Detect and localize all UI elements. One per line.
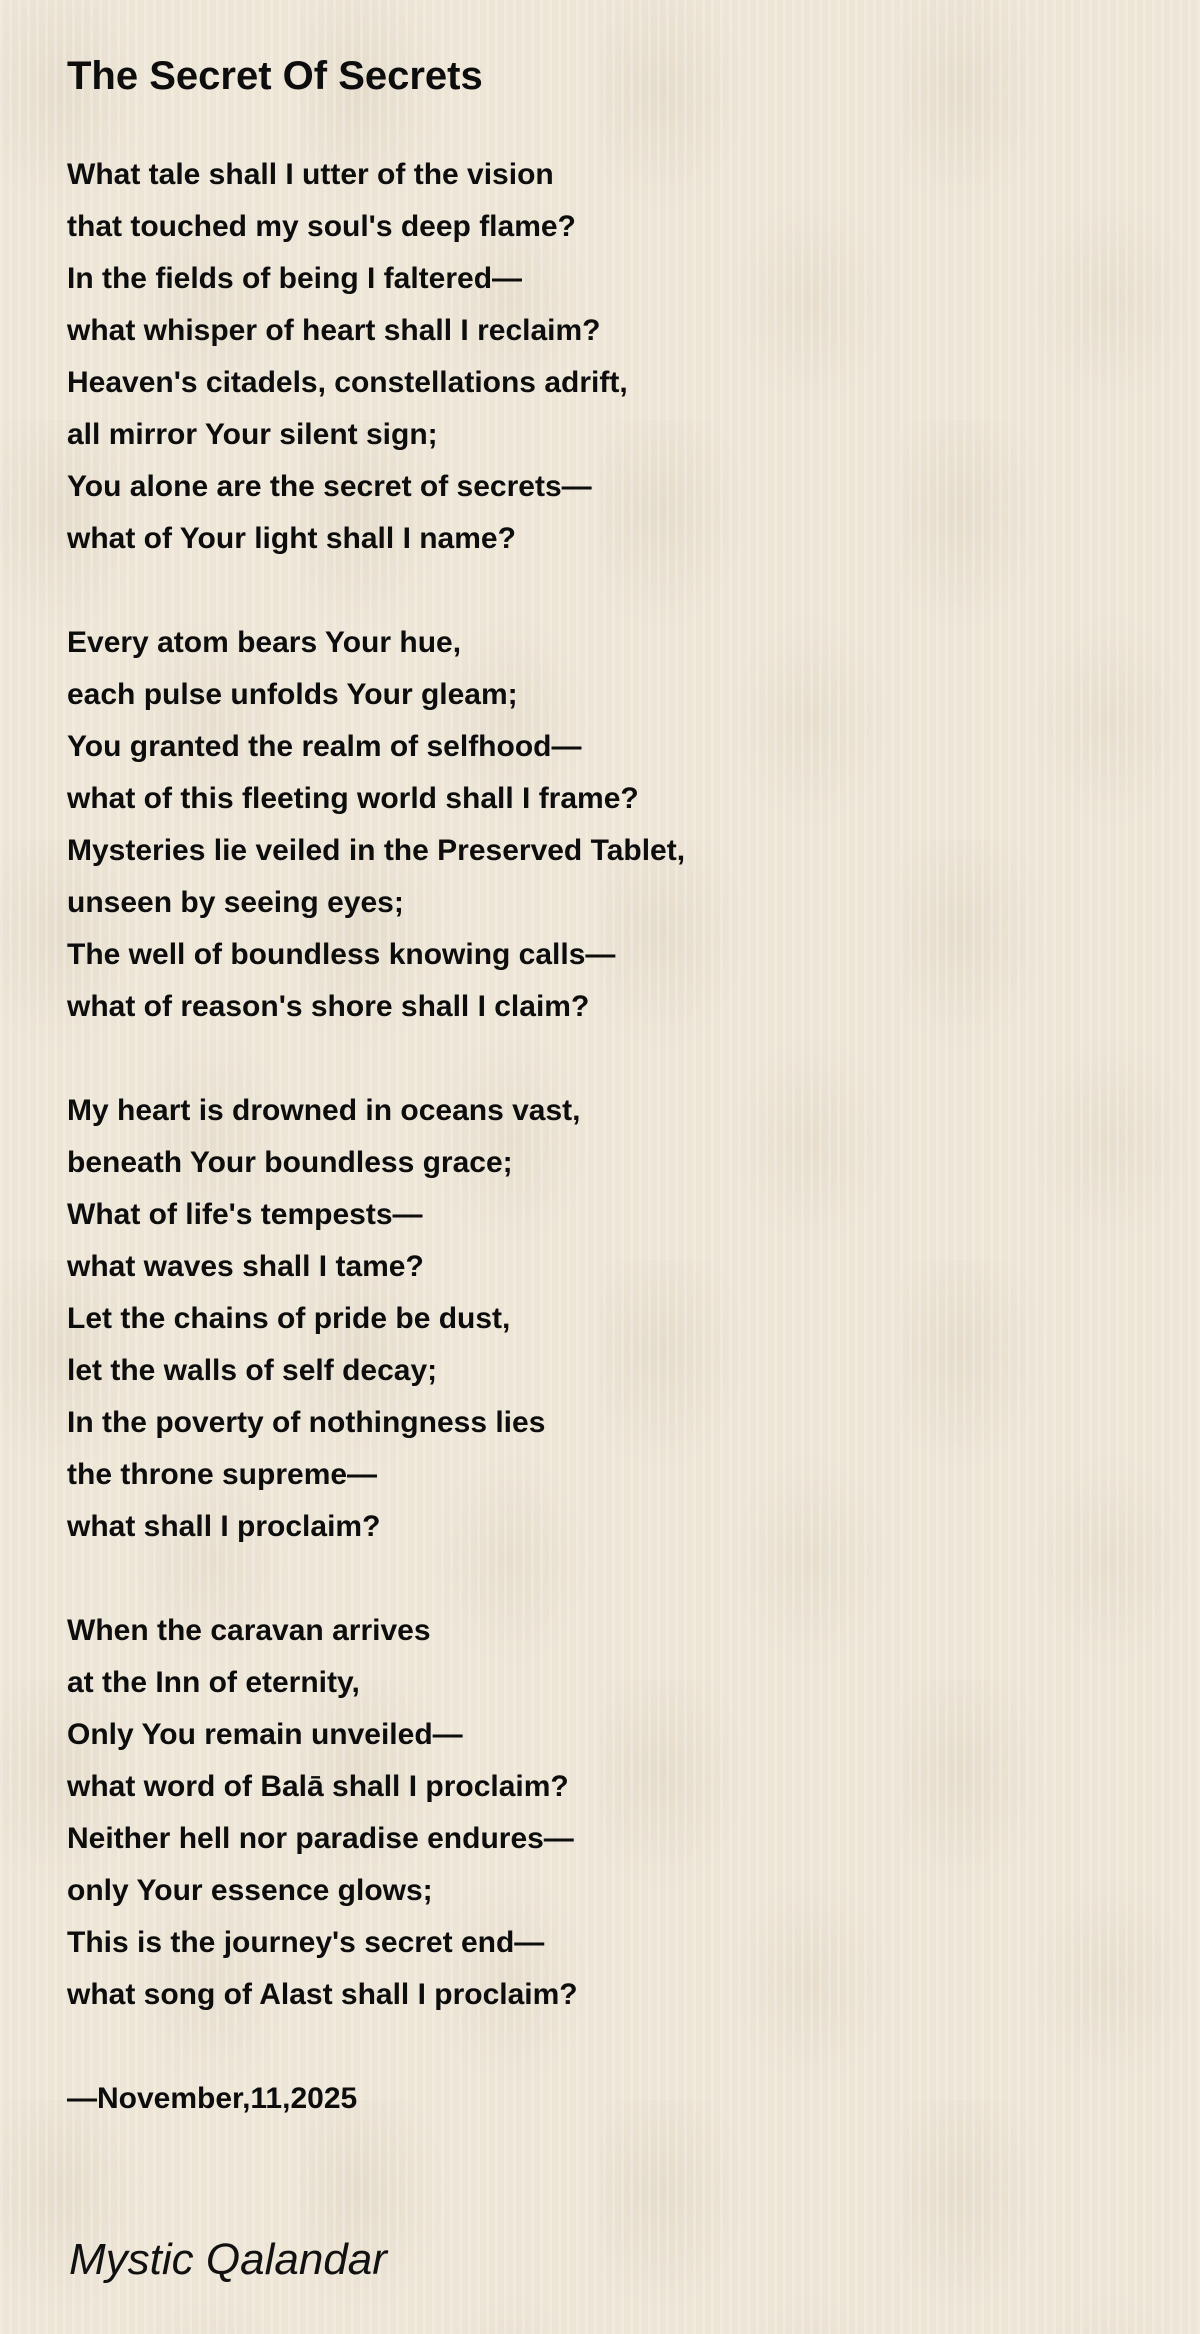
poem-line: Mysteries lie veiled in the Preserved Tablet, <box>67 834 686 867</box>
stanza-2 <box>67 617 1147 1033</box>
poem-author: Mystic Qalandar <box>69 2235 387 2284</box>
poem-line: unseen by seeing eyes; <box>67 886 404 919</box>
poem-title: The Secret Of Secrets <box>67 54 483 98</box>
poem-line: You alone are the secret of secrets— <box>67 470 592 503</box>
poem-line: what of reason's shore shall I claim? <box>67 990 590 1023</box>
poem-line: You granted the realm of selfhood— <box>67 730 582 763</box>
poem-line: what of Your light shall I name? <box>67 522 516 555</box>
poem-line: The well of boundless knowing calls— <box>67 938 616 971</box>
poem-line: what word of Balā shall I proclaim? <box>67 1770 569 1803</box>
poem-body <box>67 149 1147 2125</box>
poem-line: what shall I proclaim? <box>67 1510 381 1543</box>
poem-line: each pulse unfolds Your gleam; <box>67 678 518 711</box>
poem-line: only Your essence glows; <box>67 1874 433 1907</box>
poem-line: what song of Alast shall I proclaim? <box>67 1978 578 2011</box>
poem-line: What tale shall I utter of the vision <box>67 158 554 191</box>
poem-line: all mirror Your silent sign; <box>67 418 438 451</box>
poem-line: This is the journey's secret end— <box>67 1926 545 1959</box>
poem-line: Heaven's citadels, constellations adrift, <box>67 366 628 399</box>
poem-line: What of life's tempests— <box>67 1198 423 1231</box>
poem-line: Neither hell nor paradise endures— <box>67 1822 574 1855</box>
poem-line: Only You remain unveiled— <box>67 1718 463 1751</box>
poem-line: When the caravan arrives <box>67 1614 431 1647</box>
stanza-3 <box>67 1085 1147 1553</box>
poem-line: In the poverty of nothingness lies <box>67 1406 546 1439</box>
poem-line: In the fields of being I faltered— <box>67 262 523 295</box>
poem-line: let the walls of self decay; <box>67 1354 438 1387</box>
poem-line: that touched my soul's deep flame? <box>67 210 576 243</box>
poem-line: Let the chains of pride be dust, <box>67 1302 511 1335</box>
poem-line: what whisper of heart shall I reclaim? <box>67 314 601 347</box>
stanza-4 <box>67 1605 1147 2021</box>
poem-line: what waves shall I tame? <box>67 1250 424 1283</box>
poem-date: —November,11,2025 <box>67 2082 358 2115</box>
poem-line: what of this fleeting world shall I frame? <box>67 782 639 815</box>
poem-line: My heart is drowned in oceans vast, <box>67 1094 581 1127</box>
poem-line: beneath Your boundless grace; <box>67 1146 513 1179</box>
stanza-1 <box>67 149 1147 565</box>
poem-line: Every atom bears Your hue, <box>67 626 462 659</box>
poem-line: at the Inn of eternity, <box>67 1666 360 1699</box>
poem-line: the throne supreme— <box>67 1458 378 1491</box>
